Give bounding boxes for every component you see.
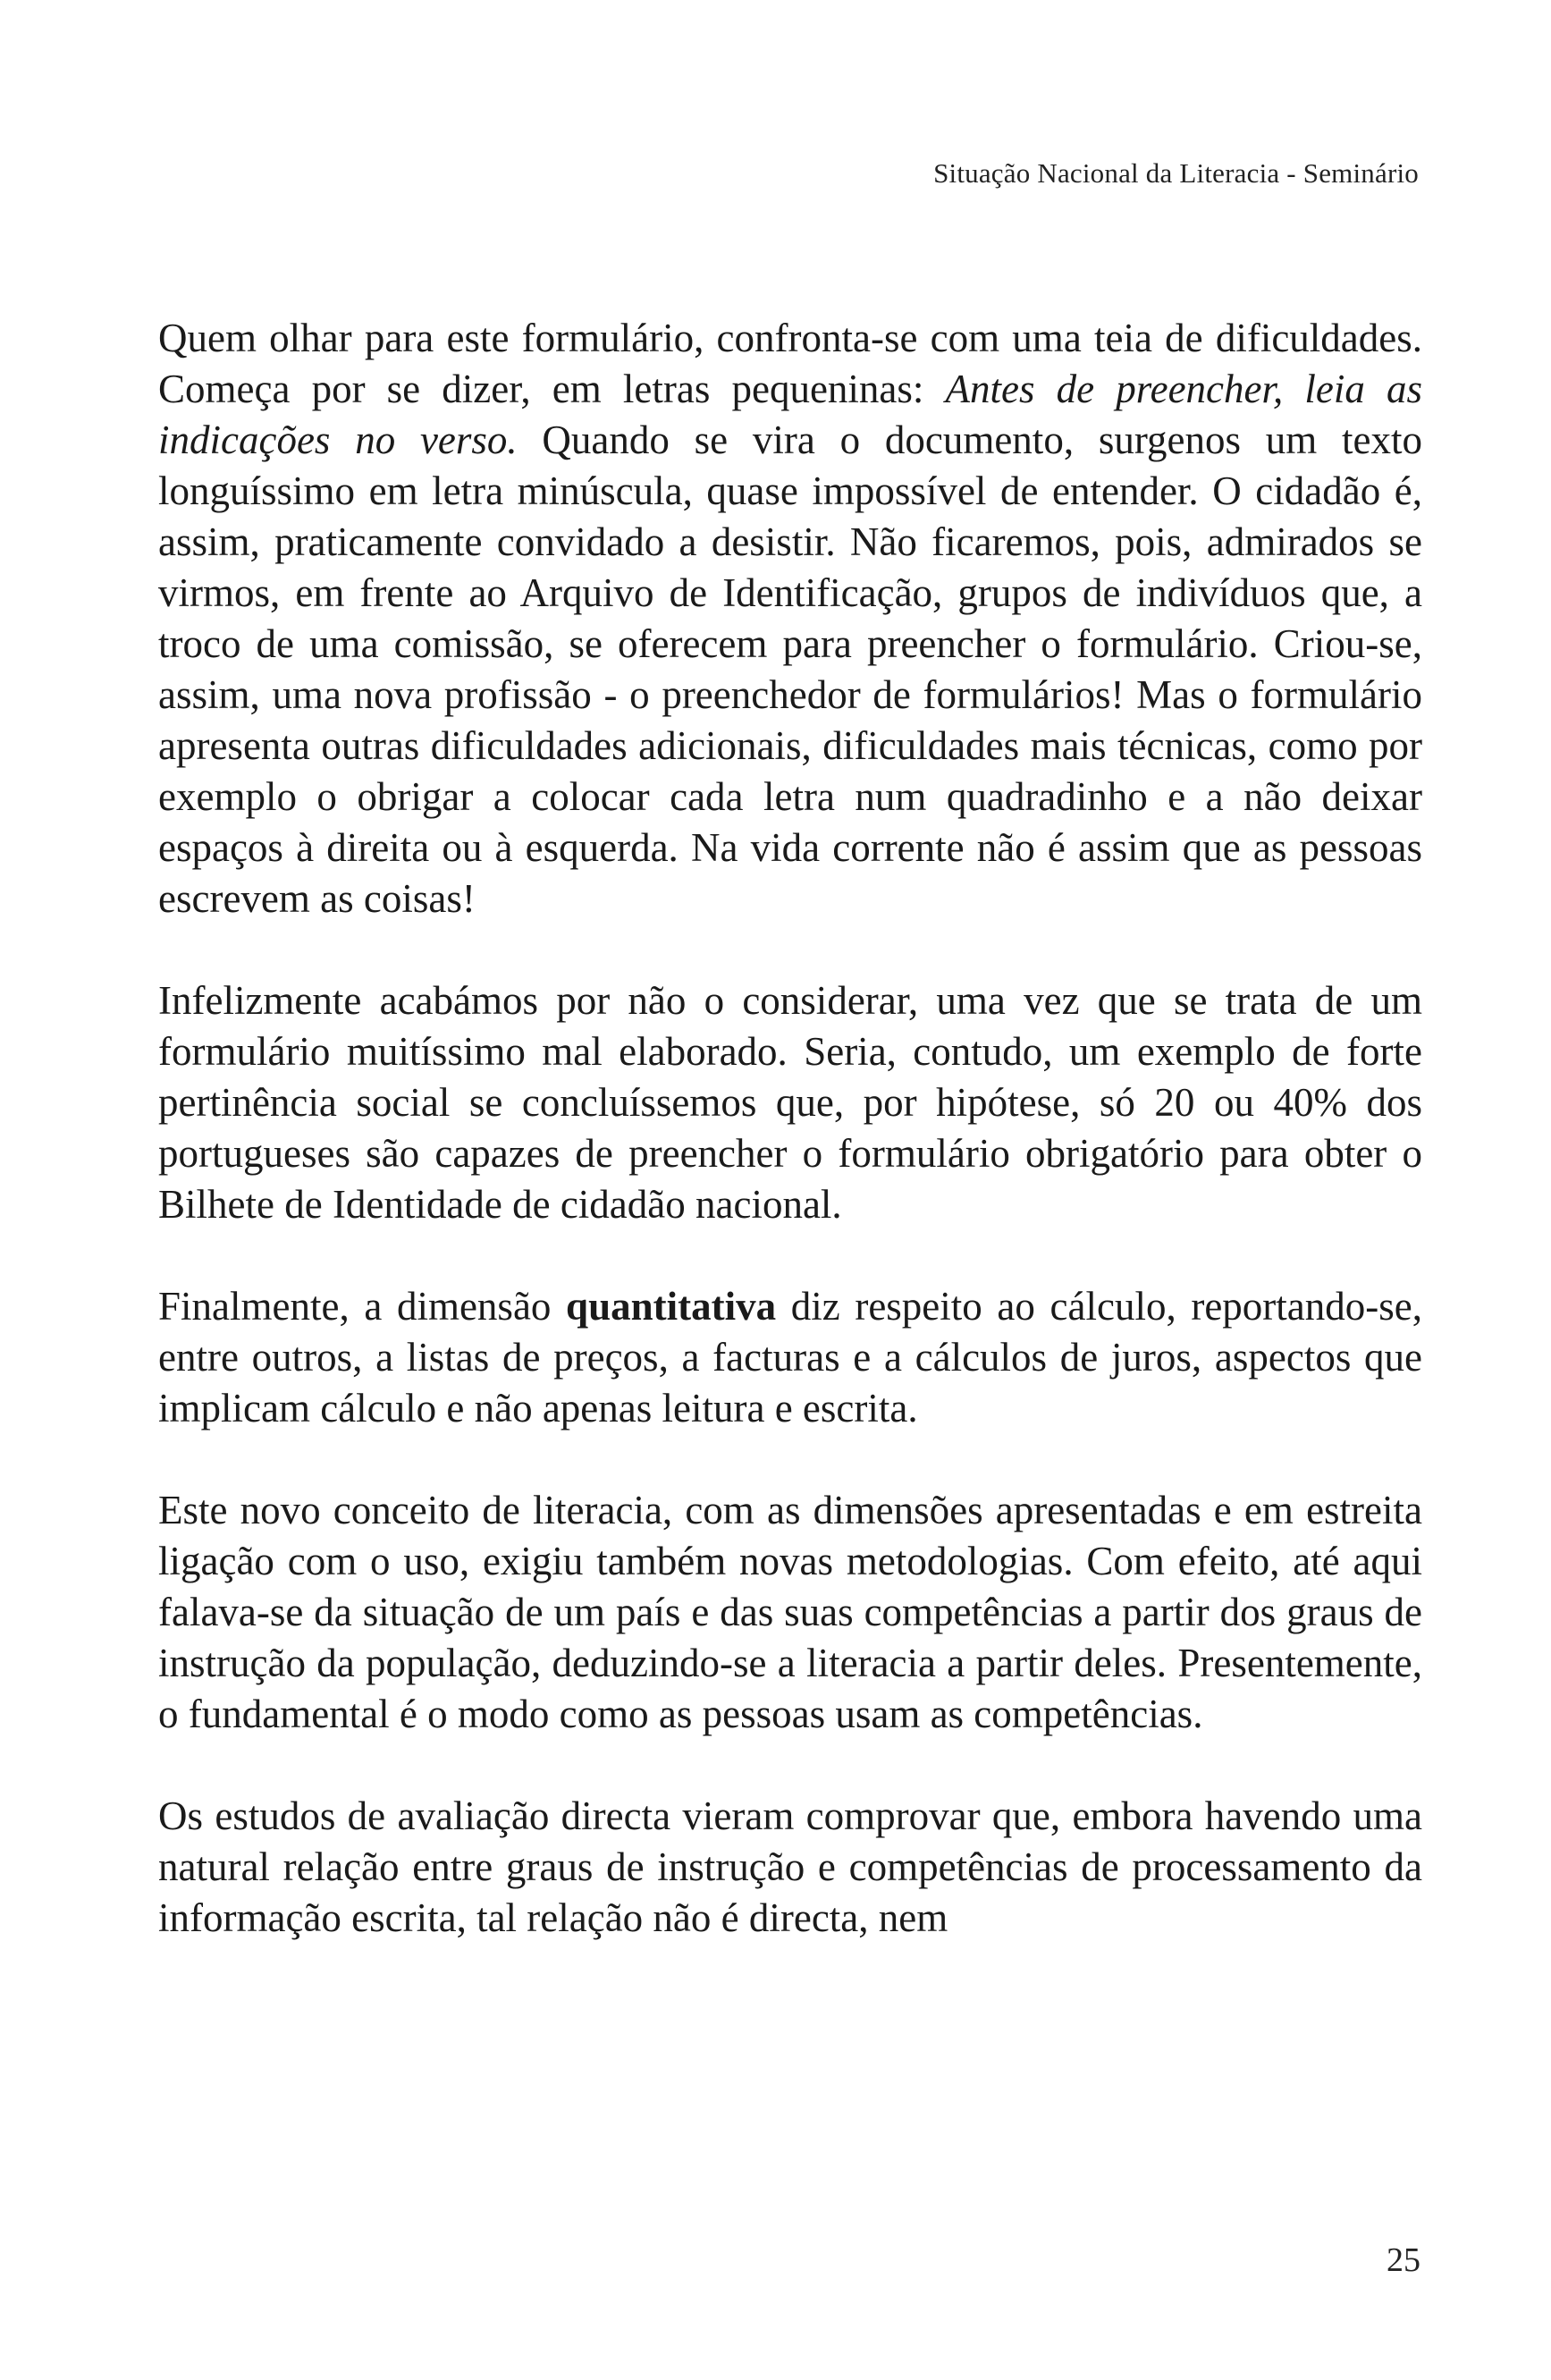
paragraph-3 <box>158 1281 1422 1434</box>
paragraph-5: Os estudos de avaliação directa vieram comprovar que, embora havendo uma natural relação entre graus de instrução e competências de processamento da informação escrita, tal relação não é directa, nem <box>158 1793 1422 1940</box>
paragraph-2: Infelizmente acabámos por não o considerar, uma vez que se trata de um formulário muitíssimo mal elaborado. Seria, contudo, um exemplo de forte pertinência social se concluíssemos que, por hipótese, só 20 ou 40% dos portugueses são capazes de preencher o formulário obrigatório para obter o Bilhete de Identidade de cidadão nacional. <box>158 978 1422 1227</box>
paragraph-4: Este novo conceito de literacia, com as dimensões apresentadas e em estreita ligação com o uso, exigiu também novas metodologias. Com efeito, até aqui falava-se da situação de um país e das suas competências a partir dos graus de instrução da população, deduzindo-se a literacia a partir deles. Presentemente, o fundamental é o modo como as pessoas usam as competências. <box>158 1488 1422 1736</box>
paragraph-3-text-end: diz respeito ao cálculo, reportando-se, entre outros, a listas de preços, a facturas e a cálculos de juros, aspectos que implicam cálculo e não apenas leitura e escrita. <box>158 1284 1422 1431</box>
paragraph-1-text-end: Quando se vira o documento, surgenos um texto longuíssimo em letra minúscula, quase impossível de entender. O cidadão é, assim, praticamente convidado a desistir. Não ficaremos, pois, admirados se virmos, em frente ao Arquivo de Identificação, grupos de indivíduos que, a troco de uma comissão, se oferecem para preencher o formulário. Criou-se, assim, uma nova profissão - o preenchedor de formulários! Mas o formulário apresenta outras dificuldades adicionais, dificuldades mais técnicas, como por exemplo o obrigar a colocar cada letra num quadradinho e a não deixar espaços à direita ou à esquerda. Na vida corrente não é assim que as pessoas escrevem as coisas! <box>158 418 1422 921</box>
page-body <box>158 313 1422 1944</box>
paragraph-1-italic-quote: Antes de preencher, leia as indicações no verso. <box>158 367 1423 462</box>
paragraph-3-text-start: Finalmente, a dimensão <box>158 1284 567 1329</box>
paragraph-1-text-start: Quem olhar para este formulário, confronta-se com uma teia de dificuldades. Começa por se dizer, em letras pequeninas: <box>158 316 1422 411</box>
page-number: 25 <box>1387 2241 1420 2279</box>
paragraph-3-bold-term: quantitativa <box>566 1284 777 1329</box>
paragraph-1 <box>158 313 1422 924</box>
running-header: Situação Nacional da Literacia - Seminário <box>933 157 1419 189</box>
